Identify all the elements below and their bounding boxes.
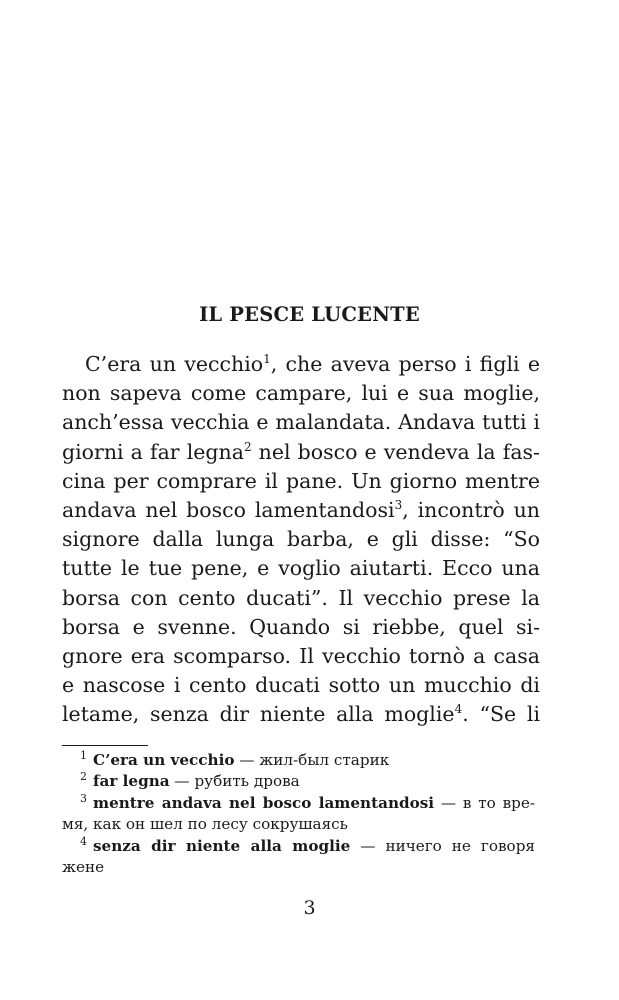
footnote-divider (62, 745, 148, 746)
body-line: e nascose i cento ducati sotto un mucchio di (62, 673, 540, 698)
page-number: 3 (303, 897, 316, 919)
body-line: tutte le tue pene, e voglio aiutarti. Ecco una (62, 556, 540, 581)
body-line: letame, senza dir niente alla moglie$^4$. “Se li (62, 702, 541, 727)
footnote-ref[interactable]: 1 (263, 352, 271, 367)
footnote-term: senza dir niente alla moglie (93, 836, 351, 855)
footnote-term: far legna (93, 772, 170, 791)
body-line: borsa e svenne. Quando si riebbe, quel si- (62, 614, 540, 639)
footnotes (62, 750, 535, 878)
footnote-term: mentre andava nel bosco lamentandosi (93, 793, 435, 812)
footnote-ref[interactable]: 3 (394, 498, 403, 513)
footnote-number: 3 (80, 791, 87, 805)
footnote-term: C’era un vecchio (93, 751, 235, 769)
body-line: andava nel bosco lamentandosi$^3$, incontrò un (62, 498, 541, 523)
footnote-translation: — рубить дрова (169, 772, 300, 791)
footnote-number: 4 (80, 834, 87, 848)
footnote-number: 1 (80, 748, 87, 762)
footnote-translation-continued: жене (62, 858, 105, 877)
footnote-ref[interactable]: 2 (243, 439, 252, 454)
body-line: signore dalla lunga barba, e gli disse: “So (62, 527, 540, 552)
footnote-translation-continued: мя, как он шел по лесу сокрушаясь (62, 815, 348, 834)
footnote-translation: — жил-был старик (234, 751, 390, 769)
footnote-translation: — в то вре- (434, 793, 535, 812)
footnote-item (62, 771, 535, 792)
body-line: C’era un vecchio$^1$, che aveva perso i figli e (85, 352, 540, 376)
footnote-item (62, 750, 535, 771)
body-line: non sapeva come campare, lui e sua moglie, (62, 381, 540, 406)
footnote-item (62, 836, 535, 857)
body-line: cina per comprare il pane. Un giorno mentre (62, 468, 540, 493)
footnote-ref[interactable]: 4 (454, 702, 463, 717)
body-line: giorni a far legna$^2$ nel bosco e vendeva la fas- (62, 439, 540, 464)
story-title: IL PESCE LUCENTE (199, 303, 420, 326)
footnote-translation: — ничего не говоря (350, 836, 535, 855)
footnote-number: 2 (80, 770, 87, 784)
body-line: anch’essa vecchia e malandata. Andava tutti i (62, 410, 540, 435)
body-line: gnore era scomparso. Il vecchio tornò a casa (62, 644, 540, 669)
footnote-item (62, 793, 535, 814)
body-line: borsa con cento ducati”. Il vecchio prese la (62, 585, 540, 610)
story-body (62, 350, 540, 730)
